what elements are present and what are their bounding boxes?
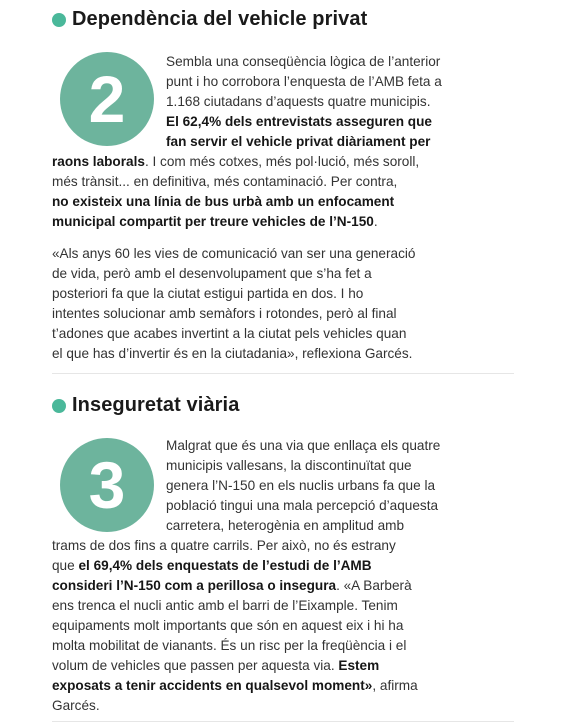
bullet-dot-icon — [52, 399, 66, 413]
bold-text: el 69,4% dels enquestats de l’estudi de l’AMB — [78, 558, 372, 573]
text-line: Malgrat que és una via que enllaça els quatre — [166, 438, 441, 453]
text-span: . I com més cotxes, més pol·lució, més soroll, — [144, 154, 420, 169]
text-line — [166, 132, 430, 152]
bullet-dot-icon — [52, 13, 66, 27]
text-span: . «A Barberà — [336, 578, 412, 593]
quote-line: el que has d’invertir és en la ciutadania», reflexiona Garcés. — [52, 346, 413, 361]
text-line: molta mobilitat de vianants. És un risc per la freqüència i el — [52, 638, 407, 653]
bold-text: exposats a tenir accidents en qualsevol moment» — [52, 678, 373, 693]
quote-line: «Als anys 60 les vies de comunicació van ser una generació — [52, 246, 416, 261]
section-heading-dependencia — [52, 8, 367, 31]
text-line: trams de dos fins a quatre carrils. Per això, no és estrany — [52, 538, 396, 553]
bold-text: raons laborals — [52, 154, 145, 169]
text-line: més trànsit... en definitiva, més contaminació. Per contra, — [52, 174, 398, 189]
text-line — [52, 576, 412, 596]
badge-number: 2 — [88, 62, 126, 136]
bold-text: fan servir el vehicle privat diàriament per — [166, 134, 431, 149]
bold-text: municipal compartit per treure vehicles de l’N-150 — [52, 214, 374, 229]
bold-text: Estem — [338, 658, 380, 673]
text-line — [52, 656, 379, 676]
text-line — [52, 556, 372, 576]
section-divider — [52, 721, 514, 722]
text-line: ens trenca el nucli antic amb el barri de l’Eixample. Tenim — [52, 598, 398, 613]
text-line: 1.168 ciutadans d’aquests quatre municipis. — [166, 94, 431, 109]
text-span: . — [373, 214, 378, 229]
text-line: genera l’N-150 en els nuclis urbans fa que la — [166, 478, 436, 493]
text-line: població tingui una mala percepció d’aquesta — [166, 498, 439, 513]
text-line — [166, 112, 432, 132]
text-line — [52, 212, 378, 232]
text-span: , afirma — [372, 678, 418, 693]
bold-text: consideri l’N-150 com a perillosa o insegura — [52, 578, 337, 593]
text-line: carretera, heterogènia en amplitud amb — [166, 518, 405, 533]
text-line: Garcés. — [52, 698, 100, 713]
quote-line: intentes solucionar amb semàfors i rotondes, però al final — [52, 306, 397, 321]
text-line: Sembla una conseqüència lògica de l’anterior — [166, 54, 441, 69]
section-title: Dependència del vehicle privat — [72, 8, 368, 30]
quote-line: de vida, però amb el desenvolupament que s’ha fet a — [52, 266, 372, 281]
text-line: equipaments molt importants que són en aquest eix i hi ha — [52, 618, 404, 633]
bold-text: no existeix una línia de bus urbà amb un enfocament — [52, 194, 395, 209]
number-badge-2 — [60, 52, 154, 146]
badge-number: 3 — [88, 448, 126, 522]
section-divider — [52, 373, 514, 374]
section-title: Inseguretat viària — [72, 394, 240, 416]
text-span: que — [52, 558, 79, 573]
text-line: municipis vallesans, la discontinuïtat que — [166, 458, 412, 473]
quote-line: posteriori fa que la ciutat estigui partida en dos. I ho — [52, 286, 364, 301]
text-line — [52, 152, 419, 172]
text-line — [52, 192, 394, 212]
quote-line: t’adones que acabes invertint a la ciutat pels vehicles quan — [52, 326, 407, 341]
text-span: volum de vehicles que passen per aquesta via. — [52, 658, 339, 673]
text-line: punt i ho corrobora l’enquesta de l’AMB feta a — [166, 74, 442, 89]
bold-text: El 62,4% dels entrevistats asseguren que — [166, 114, 432, 129]
text-line — [52, 676, 418, 696]
section-heading-inseguretat — [52, 394, 239, 417]
number-badge-3 — [60, 438, 154, 532]
